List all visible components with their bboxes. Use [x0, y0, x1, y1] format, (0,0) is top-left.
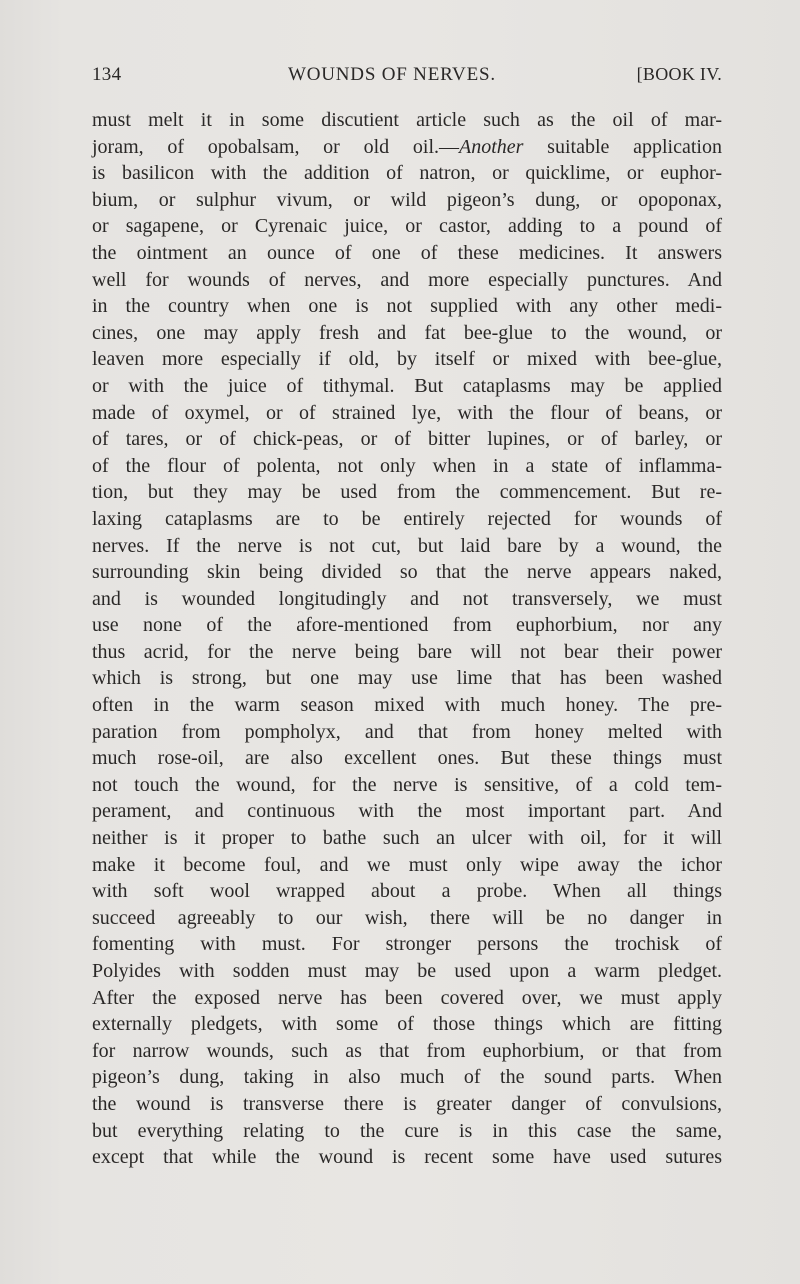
book-reference: [BOOK IV. — [636, 64, 722, 84]
text-line: Polyides with sodden must may be used upon a warm pledget. — [92, 960, 722, 982]
text-line: of the flour of polenta, not only when in a state of inflamma- — [92, 454, 722, 477]
text-line-part: joram, of opobalsam, or old oil.— — [92, 135, 459, 158]
text-line: pigeon’s dung, taking in also much of the sound parts. When — [92, 1066, 722, 1089]
text-line: but everything relating to the cure is in this case the same, — [92, 1119, 722, 1142]
text-line: use none of the afore-mentioned from euphorbium, nor any — [92, 614, 722, 637]
text-line-part: suitable application — [523, 135, 722, 158]
text-line: fomenting with must. For stronger persons the trochisk of — [92, 933, 722, 956]
text-line: of tares, or of chick-peas, or of bitter lupines, or of barley, or — [92, 428, 722, 451]
text-line: laxing cataplasms are to be entirely rejected for wounds of — [92, 507, 722, 530]
text-line: neither is it proper to bathe such an ulcer with oil, for it will — [92, 827, 722, 850]
text-line: and is wounded longitudingly and not transversely, we must — [92, 587, 722, 610]
text-line: make it become foul, and we must only wipe away the ichor — [92, 853, 722, 876]
text-line: the ointment an ounce of one of these medicines. It answers — [92, 241, 722, 264]
text-line: surrounding skin being divided so that the nerve appears naked, — [92, 561, 722, 584]
text-line: must melt it in some discutient article such as the oil of mar- — [92, 109, 722, 131]
text-line: much rose-oil, are also excellent ones. But these things must — [92, 747, 722, 770]
text-line: the wound is transverse there is greater danger of convulsions, — [92, 1092, 722, 1115]
text-line: not touch the wound, for the nerve is sensitive, of a cold tem- — [92, 773, 722, 796]
text-line: with soft wool wrapped about a probe. When all things — [92, 880, 722, 903]
text-line: for narrow wounds, such as that from euphorbium, or that from — [92, 1039, 722, 1062]
text-line: externally pledgets, with some of those things which are fitting — [92, 1013, 722, 1036]
body-text — [92, 107, 722, 1171]
text-line: nerves. If the nerve is not cut, but laid bare by a wound, the — [92, 534, 722, 557]
text-line: succeed agreeably to our wish, there will be no danger in — [92, 906, 722, 929]
page-header — [92, 64, 722, 92]
text-line: well for wounds of nerves, and more especially punctures. And — [92, 268, 722, 291]
text-line: thus acrid, for the nerve being bare will not bear their power — [92, 640, 722, 663]
text-line: or sagapene, or Cyrenaic juice, or castor, adding to a pound of — [92, 215, 722, 238]
text-line: or with the juice of tithymal. But cataplasms may be applied — [92, 374, 722, 397]
text-line-with-italic — [92, 134, 722, 161]
text-line: bium, or sulphur vivum, or wild pigeon’s dung, or opoponax, — [92, 188, 722, 211]
italic-word: Another — [459, 135, 524, 158]
text-line: paration from pompholyx, and that from honey melted with — [92, 720, 722, 743]
text-line: in the country when one is not supplied with any other medi- — [92, 295, 722, 318]
text-line: leaven more especially if old, by itself or mixed with bee-glue, — [92, 348, 722, 371]
text-line: cines, one may apply fresh and fat bee-glue to the wound, or — [92, 321, 722, 344]
text-line: After the exposed nerve has been covered over, we must apply — [92, 986, 722, 1009]
text-line: often in the warm season mixed with much honey. The pre- — [92, 694, 722, 717]
text-line: except that while the wound is recent some have used sutures — [92, 1146, 722, 1169]
text-line: perament, and continuous with the most important part. And — [92, 800, 722, 823]
text-line: which is strong, but one may use lime that has been washed — [92, 667, 722, 690]
text-line: made of oxymel, or of strained lye, with the flour of beans, or — [92, 401, 722, 424]
page-number: 134 — [92, 64, 122, 85]
text-line: is basilicon with the addition of natron, or quicklime, or euphor- — [92, 162, 722, 185]
running-title: WOUNDS OF NERVES. — [288, 64, 496, 85]
text-line: tion, but they may be used from the commencement. But re- — [92, 481, 722, 504]
